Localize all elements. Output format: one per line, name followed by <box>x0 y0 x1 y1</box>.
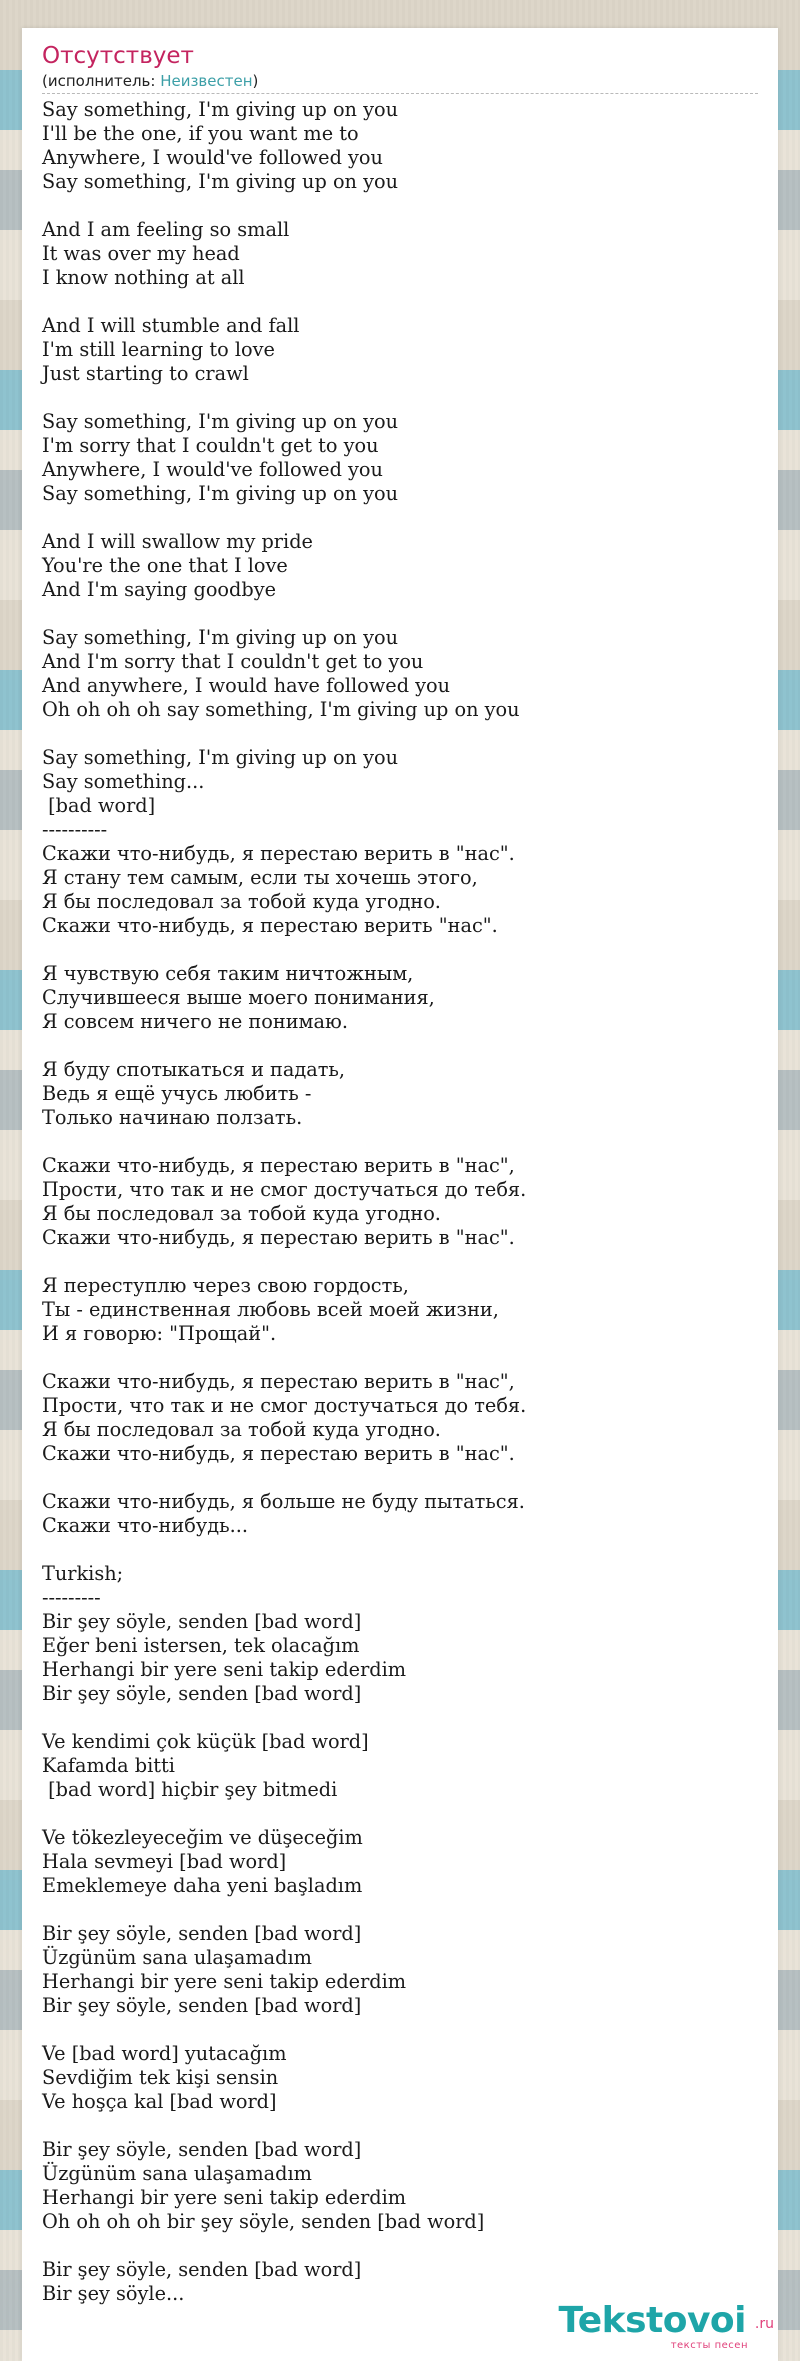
lyrics-blank-line <box>42 2114 758 2138</box>
lyrics-line: [bad word] hiçbir şey bitmedi <box>42 1778 338 1801</box>
lyrics-line: Прости, что так и не смог достучаться до тебя. <box>42 1178 527 1201</box>
lyrics-line: It was over my head <box>42 242 240 265</box>
song-title: Отсутствует <box>42 43 194 69</box>
lyrics-line: [bad word] <box>42 794 156 817</box>
lyrics-line: Я совсем ничего не понимаю. <box>42 1010 348 1033</box>
lyrics-line: Я стану тем самым, если ты хочешь этого, <box>42 866 478 889</box>
lyrics-line: Say something, I'm giving up on you <box>42 170 399 193</box>
lyrics-blank-line <box>42 938 758 962</box>
lyrics-line: Anywhere, I would've followed you <box>42 146 383 169</box>
lyrics-blank-line <box>42 1706 758 1730</box>
lyrics-line: Ve [bad word] yutacağım <box>42 2042 287 2065</box>
lyrics-blank-line <box>42 2234 758 2258</box>
lyrics-line: Bir şey söyle, senden [bad word] <box>42 2138 362 2161</box>
lyrics-line: Say something, I'm giving up on you <box>42 410 399 433</box>
lyrics-line: Oh oh oh oh say something, I'm giving up on you <box>42 698 520 721</box>
song-header <box>42 41 758 94</box>
artist-line <box>42 71 758 94</box>
lyrics-line: I'm still learning to love <box>42 338 275 361</box>
lyrics-line: Say something... <box>42 770 205 793</box>
lyrics-line: ---------- <box>42 818 108 841</box>
lyrics-line: Я бы последовал за тобой куда угодно. <box>42 890 441 913</box>
lyrics-blank-line <box>42 2018 758 2042</box>
lyrics-line: Say something, I'm giving up on you <box>42 482 399 505</box>
lyrics-blank-line <box>42 602 758 626</box>
lyrics-line: Kafamda bitti <box>42 1754 175 1777</box>
lyrics-line: Turkish; <box>42 1562 124 1585</box>
lyrics-line: Я бы последовал за тобой куда угодно. <box>42 1202 441 1225</box>
lyrics-line: Ведь я ещё учусь любить - <box>42 1082 312 1105</box>
lyrics-line: Bir şey söyle, senden [bad word] <box>42 1682 362 1705</box>
lyrics-line: Я чувствую себя таким ничтожным, <box>42 962 414 985</box>
lyrics-line: Bir şey söyle, senden [bad word] <box>42 1610 362 1633</box>
lyrics-line: Herhangi bir yere seni takip ederdim <box>42 1970 407 1993</box>
lyrics-line: Emeklemeye daha yeni başladım <box>42 1874 363 1897</box>
lyrics-line: Bir şey söyle... <box>42 2282 185 2305</box>
lyrics-line: I know nothing at all <box>42 266 245 289</box>
lyrics-line: Скажи что-нибудь, я перестаю верить в "нас". <box>42 842 515 865</box>
logo-name: Tekstovoi <box>558 2300 746 2341</box>
lyrics-line: --------- <box>42 1586 101 1609</box>
lyrics-blank-line <box>42 290 758 314</box>
lyrics-line: Say something, I'm giving up on you <box>42 626 399 649</box>
lyrics-line: Bir şey söyle, senden [bad word] <box>42 1994 362 2017</box>
lyrics-line: I'll be the one, if you want me to <box>42 122 359 145</box>
logo-tld: .ru <box>754 2316 774 2332</box>
lyrics-line: Say something, I'm giving up on you <box>42 98 399 121</box>
lyrics-line: Я бы последовал за тобой куда угодно. <box>42 1418 441 1441</box>
lyrics-line: Случившееся выше моего понимания, <box>42 986 435 1009</box>
lyrics-line: Только начинаю ползать. <box>42 1106 303 1129</box>
lyrics-line: Прости, что так и не смог достучаться до тебя. <box>42 1394 527 1417</box>
lyrics-line: And I'm sorry that I couldn't get to you <box>42 650 424 673</box>
lyrics-line: Anywhere, I would've followed you <box>42 458 383 481</box>
lyrics-line: Ve tökezleyeceğim ve düşeceğim <box>42 1826 363 1849</box>
lyrics-blank-line <box>42 506 758 530</box>
lyrics-text <box>42 98 758 2306</box>
lyrics-blank-line <box>42 1346 758 1370</box>
lyrics-line: Скажи что-нибудь, я перестаю верить в "нас". <box>42 1442 515 1465</box>
lyrics-line: Hala sevmeyi [bad word] <box>42 1850 287 1873</box>
lyrics-line: Скажи что-нибудь, я перестаю верить "нас". <box>42 914 498 937</box>
lyrics-line: And anywhere, I would have followed you <box>42 674 451 697</box>
lyrics-blank-line <box>42 386 758 410</box>
lyrics-blank-line <box>42 194 758 218</box>
lyrics-blank-line <box>42 722 758 746</box>
lyrics-blank-line <box>42 1802 758 1826</box>
lyrics-line: Herhangi bir yere seni takip ederdim <box>42 1658 407 1681</box>
lyrics-line: And I'm saying goodbye <box>42 578 277 601</box>
lyrics-line: Üzgünüm sana ulaşamadım <box>42 2162 312 2185</box>
lyrics-line: Я переступлю через свою гордость, <box>42 1274 409 1297</box>
lyrics-line: I'm sorry that I couldn't get to you <box>42 434 379 457</box>
lyrics-line: Üzgünüm sana ulaşamadım <box>42 1946 312 1969</box>
lyrics-line: Ты - единственная любовь всей моей жизни, <box>42 1298 499 1321</box>
artist-suffix: ) <box>252 72 259 90</box>
lyrics-line: Скажи что-нибудь... <box>42 1514 248 1537</box>
lyrics-line: Скажи что-нибудь, я перестаю верить в "нас", <box>42 1154 515 1177</box>
lyrics-line: And I will stumble and fall <box>42 314 300 337</box>
lyrics-blank-line <box>42 1538 758 1562</box>
lyrics-line: Say something, I'm giving up on you <box>42 746 399 769</box>
lyrics-line: You're the one that I love <box>42 554 288 577</box>
logo-tagline: тексты песен <box>670 2340 748 2351</box>
tekstovoi-logo[interactable] <box>548 2298 778 2354</box>
lyrics-blank-line <box>42 1898 758 1922</box>
lyrics-line: Herhangi bir yere seni takip ederdim <box>42 2186 407 2209</box>
lyrics-blank-line <box>42 1250 758 1274</box>
lyrics-card <box>22 28 778 2361</box>
lyrics-line: Скажи что-нибудь, я больше не буду пытаться. <box>42 1490 525 1513</box>
lyrics-line: Just starting to crawl <box>42 362 249 385</box>
lyrics-line: Ve kendimi çok küçük [bad word] <box>42 1730 369 1753</box>
lyrics-line: Sevdiğim tek kişi sensin <box>42 2066 279 2089</box>
lyrics-line: Скажи что-нибудь, я перестаю верить в "нас", <box>42 1370 515 1393</box>
artist-prefix: (исполнитель: <box>42 72 161 90</box>
lyrics-line: Я буду спотыкаться и падать, <box>42 1058 346 1081</box>
artist-link[interactable]: Неизвестен <box>160 72 253 90</box>
lyrics-blank-line <box>42 1466 758 1490</box>
lyrics-blank-line <box>42 1130 758 1154</box>
lyrics-line: Bir şey söyle, senden [bad word] <box>42 1922 362 1945</box>
lyrics-line: And I am feeling so small <box>42 218 290 241</box>
lyrics-line: Bir şey söyle, senden [bad word] <box>42 2258 362 2281</box>
lyrics-line: Eğer beni istersen, tek olacağım <box>42 1634 360 1657</box>
lyrics-line: Скажи что-нибудь, я перестаю верить в "нас". <box>42 1226 515 1249</box>
lyrics-blank-line <box>42 1034 758 1058</box>
lyrics-line: Ve hoşça kal [bad word] <box>42 2090 277 2113</box>
lyrics-line: And I will swallow my pride <box>42 530 313 553</box>
lyrics-line: И я говорю: "Прощай". <box>42 1322 277 1345</box>
lyrics-line: Oh oh oh oh bir şey söyle, senden [bad word] <box>42 2210 485 2233</box>
